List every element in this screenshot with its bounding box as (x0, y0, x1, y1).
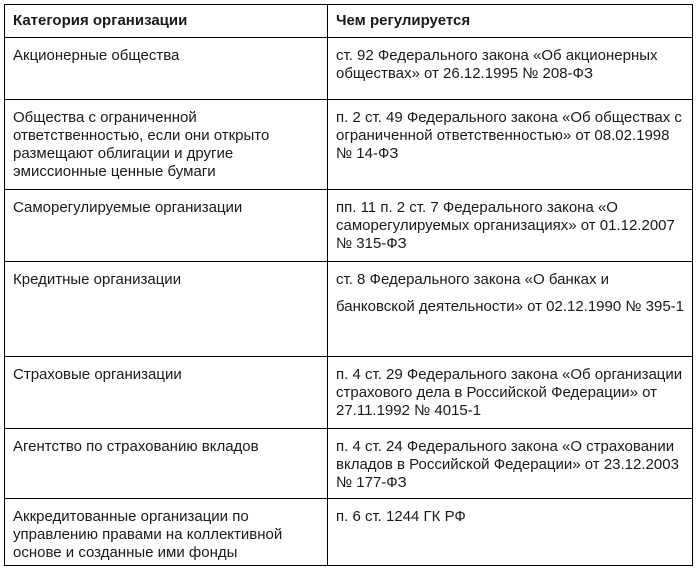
cell-category: Страховые организации (5, 357, 328, 429)
table-row (5, 357, 693, 429)
table-row (5, 190, 693, 262)
header-category: Категория организации (5, 5, 328, 38)
regulation-table (4, 4, 693, 566)
cell-regulation: п. 6 ст. 1244 ГК РФ (328, 499, 693, 566)
cell-regulation: п. 4 ст. 29 Федерального закона «Об организации страхового дела в Российской Федерации» от 27.11.1992 № 4015-1 (328, 357, 693, 429)
cell-category: Аккредитованные организации по управлению правами на коллективной основе и созданные ими фонды (5, 499, 328, 566)
cell-regulation: ст. 8 Федерального закона «О банках и банковской деятельности» от 02.12.1990 № 395-1 (328, 262, 693, 357)
table-row (5, 100, 693, 190)
table-row (5, 262, 693, 357)
cell-category: Акционерные общества (5, 38, 328, 100)
cell-regulation: пп. 11 п. 2 ст. 7 Федерального закона «О саморегулируемых организациях» от 01.12.2007 № 315-ФЗ (328, 190, 693, 262)
header-regulation: Чем регулируется (328, 5, 693, 38)
cell-regulation: п. 4 ст. 24 Федерального закона «О страховании вкладов в Российской Федерации» от 23.12.2003 № 177-ФЗ (328, 429, 693, 499)
cell-category: Общества с ограниченной ответственностью, если они открыто размещают облигации и другие эмиссионные ценные бумаги (5, 100, 328, 190)
table-row (5, 38, 693, 100)
cell-category: Саморегулируемые организации (5, 190, 328, 262)
table-row (5, 429, 693, 499)
cell-regulation: ст. 92 Федерального закона «Об акционерных обществах» от 26.12.1995 № 208-ФЗ (328, 38, 693, 100)
cell-category: Кредитные организации (5, 262, 328, 357)
table-header-row (5, 5, 693, 38)
table-row (5, 499, 693, 566)
cell-regulation: п. 2 ст. 49 Федерального закона «Об обществах с ограниченной ответственностью» от 08.02.1998 № 14-ФЗ (328, 100, 693, 190)
cell-category: Агентство по страхованию вкладов (5, 429, 328, 499)
